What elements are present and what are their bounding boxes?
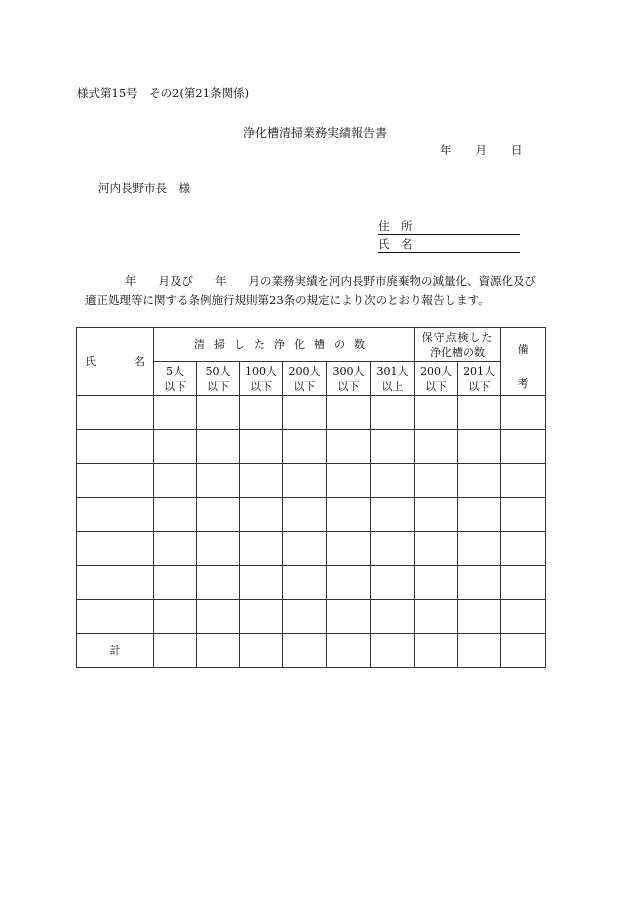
count-cell[interactable]	[415, 600, 458, 634]
count-cell[interactable]	[197, 430, 240, 464]
count-cell[interactable]	[327, 532, 371, 566]
cleaned-count-header: 清掃した浄化槽の数	[154, 328, 415, 362]
count-cell[interactable]	[415, 532, 458, 566]
count-cell[interactable]	[240, 600, 283, 634]
total-cell[interactable]	[415, 634, 458, 668]
count-cell[interactable]	[197, 464, 240, 498]
name-cell[interactable]	[77, 566, 154, 600]
total-cell[interactable]	[197, 634, 240, 668]
count-cell[interactable]	[154, 498, 197, 532]
capacity-header: 100人 以下	[240, 362, 283, 396]
count-cell[interactable]	[327, 430, 371, 464]
table-row	[77, 430, 546, 464]
total-row	[77, 634, 546, 668]
count-cell[interactable]	[371, 532, 415, 566]
capacity-header: 201人 以下	[458, 362, 501, 396]
inspected-count-header: 保守点検した 浄化槽の数	[415, 328, 501, 362]
address-field[interactable]	[378, 218, 520, 235]
count-cell[interactable]	[283, 600, 327, 634]
table-row	[77, 600, 546, 634]
count-cell[interactable]	[458, 396, 501, 430]
count-cell[interactable]	[283, 464, 327, 498]
total-cell[interactable]	[283, 634, 327, 668]
table-row	[77, 532, 546, 566]
count-cell[interactable]	[327, 566, 371, 600]
count-cell[interactable]	[283, 498, 327, 532]
capacity-header: 200人 以下	[283, 362, 327, 396]
count-cell[interactable]	[327, 464, 371, 498]
total-cell[interactable]	[501, 634, 546, 668]
count-cell[interactable]	[154, 430, 197, 464]
count-cell[interactable]	[283, 532, 327, 566]
count-cell[interactable]	[197, 600, 240, 634]
total-cell[interactable]	[371, 634, 415, 668]
count-cell[interactable]	[327, 600, 371, 634]
body-year1: 年	[125, 274, 137, 288]
remarks-cell[interactable]	[501, 396, 546, 430]
count-cell[interactable]	[371, 396, 415, 430]
count-cell[interactable]	[154, 464, 197, 498]
count-cell[interactable]	[415, 464, 458, 498]
count-cell[interactable]	[458, 566, 501, 600]
remarks-cell[interactable]	[501, 600, 546, 634]
count-cell[interactable]	[371, 566, 415, 600]
name-column-header: 氏 名	[77, 328, 154, 396]
remarks-cell[interactable]	[501, 498, 546, 532]
total-label: 計	[77, 634, 154, 668]
name-cell[interactable]	[77, 498, 154, 532]
count-cell[interactable]	[415, 430, 458, 464]
capacity-header: 200人 以下	[415, 362, 458, 396]
addressee: 河内長野市長 様	[98, 181, 190, 195]
table-row	[77, 498, 546, 532]
total-cell[interactable]	[327, 634, 371, 668]
count-cell[interactable]	[240, 498, 283, 532]
count-cell[interactable]	[415, 498, 458, 532]
count-cell[interactable]	[197, 396, 240, 430]
remarks-cell[interactable]	[501, 430, 546, 464]
count-cell[interactable]	[240, 430, 283, 464]
count-cell[interactable]	[197, 532, 240, 566]
date-year: 年	[440, 143, 452, 157]
remarks-column-header: 備 考	[501, 328, 546, 396]
count-cell[interactable]	[371, 464, 415, 498]
body-text	[85, 272, 561, 310]
count-cell[interactable]	[240, 464, 283, 498]
report-table	[76, 327, 546, 668]
total-cell[interactable]	[458, 634, 501, 668]
capacity-header: 50人 以下	[197, 362, 240, 396]
body-year2: 年	[215, 274, 227, 288]
count-cell[interactable]	[240, 566, 283, 600]
name-label: 氏 名	[378, 237, 413, 251]
name-cell[interactable]	[77, 532, 154, 566]
count-cell[interactable]	[327, 498, 371, 532]
form-number: 様式第15号 その2(第21条関係)	[77, 86, 250, 100]
date-day: 日	[511, 143, 523, 157]
count-cell[interactable]	[458, 600, 501, 634]
count-cell[interactable]	[154, 396, 197, 430]
count-cell[interactable]	[283, 396, 327, 430]
name-cell[interactable]	[77, 430, 154, 464]
count-cell[interactable]	[458, 464, 501, 498]
count-cell[interactable]	[154, 532, 197, 566]
date-month: 月	[475, 143, 487, 157]
capacity-header: 5人 以下	[154, 362, 197, 396]
name-field[interactable]	[378, 236, 520, 253]
count-cell[interactable]	[458, 532, 501, 566]
count-cell[interactable]	[240, 532, 283, 566]
remarks-cell[interactable]	[501, 566, 546, 600]
address-label: 住 所	[378, 219, 413, 233]
count-cell[interactable]	[458, 498, 501, 532]
count-cell[interactable]	[154, 566, 197, 600]
count-cell[interactable]	[154, 600, 197, 634]
capacity-header: 300人 以下	[327, 362, 371, 396]
table-row	[77, 396, 546, 430]
count-cell[interactable]	[371, 498, 415, 532]
body-line1-rest: 月の業務実績を河内長野市廃棄物の減量化、資源化及び	[248, 274, 536, 288]
count-cell[interactable]	[371, 600, 415, 634]
count-cell[interactable]	[415, 566, 458, 600]
count-cell[interactable]	[458, 430, 501, 464]
count-cell[interactable]	[283, 566, 327, 600]
count-cell[interactable]	[283, 430, 327, 464]
count-cell[interactable]	[415, 396, 458, 430]
remarks-cell[interactable]	[501, 464, 546, 498]
count-cell[interactable]	[240, 396, 283, 430]
remarks-cell[interactable]	[501, 532, 546, 566]
table-row	[77, 464, 546, 498]
total-cell[interactable]	[154, 634, 197, 668]
count-cell[interactable]	[197, 498, 240, 532]
body-month1: 月及び	[158, 274, 193, 288]
document-title: 浄化槽清掃業務実績報告書	[242, 126, 387, 140]
count-cell[interactable]	[197, 566, 240, 600]
date-line	[440, 142, 523, 158]
total-cell[interactable]	[240, 634, 283, 668]
count-cell[interactable]	[327, 396, 371, 430]
table-row	[77, 566, 546, 600]
name-cell[interactable]	[77, 464, 154, 498]
capacity-header: 301人 以上	[371, 362, 415, 396]
name-cell[interactable]	[77, 600, 154, 634]
name-cell[interactable]	[77, 396, 154, 430]
count-cell[interactable]	[371, 430, 415, 464]
body-line2: 適正処理等に関する条例施行規則第23条の規定により次のとおり報告します。	[85, 293, 490, 307]
